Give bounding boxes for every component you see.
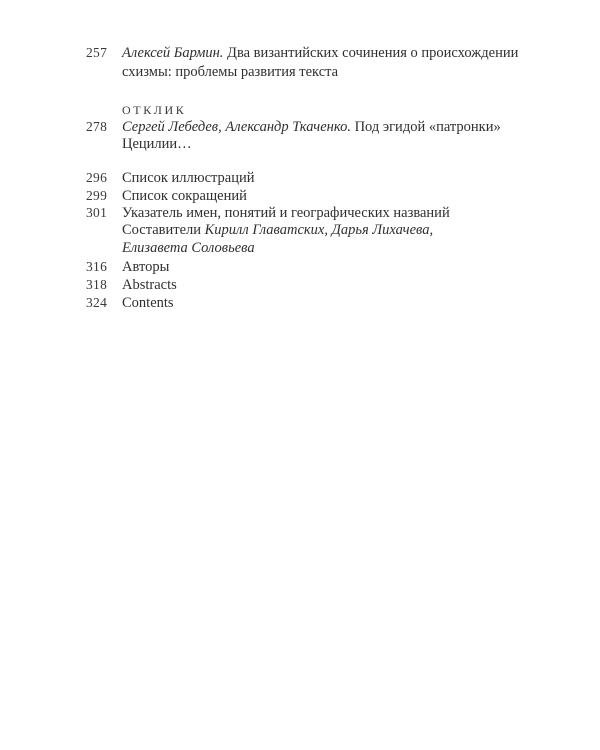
page-number: 299 bbox=[86, 188, 108, 203]
compilers-names: Кирилл Главатских, Дарья Лихачева, bbox=[204, 222, 434, 238]
entry-title: Abstracts bbox=[122, 277, 177, 293]
page-number: 324 bbox=[86, 295, 108, 310]
page-number: 316 bbox=[86, 259, 108, 274]
entry-title-continuation: схизмы: проблемы развития текста bbox=[122, 64, 339, 80]
entry-title-line bbox=[122, 118, 501, 136]
page-number: 278 bbox=[86, 119, 108, 134]
entry-title: Список сокращений bbox=[122, 188, 247, 204]
entry-title: Под эгидой «патронки» bbox=[350, 119, 501, 135]
page-number: 296 bbox=[86, 170, 108, 185]
section-label-otklik: ОТКЛИК bbox=[122, 103, 187, 117]
entry-title-continuation: Цецилии… bbox=[122, 136, 192, 152]
compilers-line bbox=[122, 221, 433, 239]
compilers-names-continuation: Елизавета Соловьева bbox=[122, 240, 255, 256]
compilers-prefix: Составители bbox=[122, 222, 205, 238]
entry-title: Указатель имен, понятий и географических названий bbox=[122, 205, 450, 221]
author-name: Алексей Бармин. bbox=[122, 45, 224, 61]
entry-title: Список иллюстраций bbox=[122, 170, 255, 186]
entry-title: Два византийских сочинения о происхождении bbox=[223, 45, 519, 61]
entry-title-line bbox=[122, 44, 518, 62]
page-number: 257 bbox=[86, 45, 108, 60]
author-name: Сергей Лебедев, Александр Ткаченко. bbox=[122, 119, 351, 135]
entry-title: Авторы bbox=[122, 259, 170, 275]
page-number: 301 bbox=[86, 205, 108, 220]
page-number: 318 bbox=[86, 277, 108, 292]
entry-title: Contents bbox=[122, 295, 174, 311]
